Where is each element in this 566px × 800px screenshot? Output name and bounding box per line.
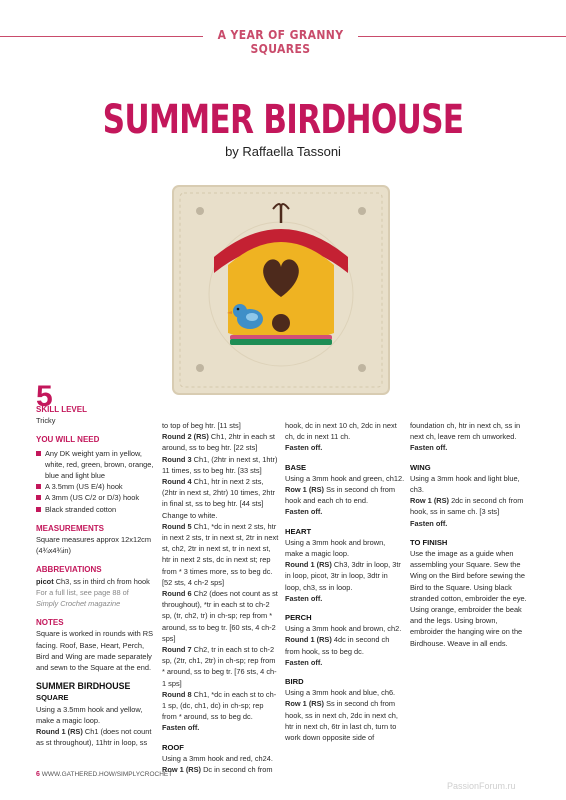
- skill-value: Tricky: [36, 416, 56, 426]
- finish-text: Use the image as a guide when assembling your Square. Sew the Wing on the Bird before sewing the Bird to the Square. Using black stranded cotton, embroider the eye. Using orange, embroider the beak and the legs. Using brown, embroider the hanging wire on the Birdhouse. Weave in all ends.: [410, 549, 527, 648]
- round-4: [162, 476, 280, 521]
- heart-heading: HEART: [285, 526, 312, 536]
- notes-heading: NOTES: [36, 618, 64, 628]
- row-text: Ss in second ch from hook and each ch to end.: [285, 485, 396, 506]
- fasten-off: Fasten off.: [285, 507, 323, 517]
- round-6: [162, 588, 280, 644]
- round-label: Round 1 (RS): [285, 560, 332, 570]
- round-text: Ch1, *dc in next 2 sts, htr in next 2 sts, tr in next st, 2tr in next st, ch2, 2tr in next st, tr in next st, htr in next 2 sts, dc in next st; rep from * 3 times more, ss to beg dc. [52 sts, 4 ch-2 sps]: [162, 521, 279, 587]
- byline: by Raffaella Tassoni: [225, 144, 341, 159]
- abbr-term: picot: [36, 576, 54, 586]
- column-2: [162, 420, 280, 775]
- round-2: [162, 431, 280, 453]
- round-text: Ch1, 2htr in each st around, ss to beg htr. [22 sts]: [162, 432, 275, 453]
- fasten-off: Fasten off.: [410, 443, 448, 453]
- perch-heading: PERCH: [285, 613, 312, 623]
- wing-heading: WING: [410, 462, 431, 472]
- row-label: Row 1 (RS): [285, 485, 325, 495]
- round-label: Round 1 (RS): [36, 727, 83, 737]
- round-label: Round 2 (RS): [162, 432, 209, 442]
- round-text: Ch1 (does not count as st throughout), 11htr in loop, ss: [36, 727, 152, 748]
- fasten-off: Fasten off.: [285, 657, 323, 667]
- heart-intro: Using a 3mm hook and brown, make a magic loop.: [285, 537, 386, 559]
- column-4: [410, 420, 530, 649]
- notes-text: Square is worked in rounds with RS facing. Roof, Base, Heart, Perch, Bird and Wing are made separately and sewn to the Square at the end.: [36, 629, 154, 673]
- perch-round-1: [285, 634, 405, 656]
- roof-heading: ROOF: [162, 742, 184, 752]
- round-text: Ch2 (does not count as st throughout), *tr in each st to ch-2 sp, (tr, ch2, tr) in ch-sp; rep from * around, ss to beg tr. [60 sts, 4 ch-2 sps]: [162, 589, 278, 643]
- square-heading: SQUARE: [36, 693, 69, 703]
- roof-intro: Using a 3mm hook and red, ch24.: [162, 753, 273, 763]
- square-intro: Using a 3.5mm hook and yellow, make a magic loop.: [36, 704, 143, 725]
- fasten-off: Fasten off.: [410, 518, 448, 528]
- abbreviation-picot: [36, 576, 154, 587]
- base-row-1: [285, 484, 405, 506]
- heart-round-1: [285, 559, 405, 593]
- watermark: PassionForum.ru: [447, 781, 516, 791]
- measurements-heading: MEASUREMENTS: [36, 523, 105, 533]
- square-number: 5: [36, 380, 53, 413]
- list-item: A 3.5mm (US E/4) hook: [36, 481, 154, 492]
- need-heading: YOU WILL NEED: [36, 435, 100, 445]
- fasten-off: Fasten off.: [285, 593, 323, 603]
- row-text: 2dc in second ch from hook, ss in same ch. [3 sts]: [410, 496, 524, 517]
- roof-row-1: [162, 764, 280, 775]
- column-1: [36, 404, 154, 748]
- finish-heading: TO FINISH: [410, 537, 448, 547]
- abbreviations-heading: ABBREVIATIONS: [36, 565, 102, 575]
- pattern-heading: SUMMER BIRDHOUSE: [36, 681, 131, 692]
- bird-heading: BIRD: [285, 677, 304, 687]
- base-intro: Using a 3mm hook and green, ch12.: [285, 473, 405, 483]
- round-5: [162, 521, 280, 588]
- round-text: Ch1, (2htr in next st, 1htr) 11 times, ss to beg htr. [33 sts]: [162, 454, 278, 475]
- bird-intro: Using a 3mm hook and blue, ch6.: [285, 688, 396, 698]
- round-label: Round 1 (RS): [285, 635, 332, 645]
- footer-url[interactable]: WWW.GATHERED.HOW/SIMPLYCROCHET: [41, 771, 173, 778]
- round-label: Round 8: [162, 689, 192, 699]
- round-text: Ch1, *dc in each st to ch-1 sp, (dc, ch1, dc) in ch-sp; rep from * around, ss to beg dc.: [162, 689, 277, 722]
- list-item: Black stranded cotton: [36, 504, 154, 515]
- wing-row-1: [410, 495, 530, 517]
- round-label: Round 6: [162, 589, 192, 599]
- round-label: Round 5: [162, 521, 192, 531]
- row-label: Row 1 (RS): [285, 699, 325, 709]
- column-3: [285, 420, 405, 743]
- bird-row-1: [285, 698, 405, 743]
- page-number: 6: [36, 771, 40, 778]
- round-1: [36, 726, 154, 748]
- row-text: Ss in second ch from hook, ss in next ch, 2dc in next ch, htr in next ch, 6tr in last ch, turn to work down opposite side of: [285, 699, 398, 743]
- skill-heading: SKILL LEVEL: [36, 405, 87, 414]
- series-title: A YEAR OF GRANNY SQUARES: [217, 28, 344, 56]
- round-text: Ch2, tr in each st to ch-2 sp, (2tr, ch1, 2tr) in ch-sp; rep from * around, ss to beg tr. [76 sts, 4 ch-1 sps]: [162, 645, 277, 688]
- round-label: Round 4: [162, 477, 192, 487]
- round-3: [162, 454, 280, 476]
- fasten-off: Fasten off.: [285, 443, 323, 453]
- round-label: Round 7: [162, 645, 192, 655]
- granny-square-photo: [170, 183, 392, 397]
- round-label: Round 3: [162, 454, 192, 464]
- abbr-note-source: Simply Crochet magazine: [36, 599, 121, 609]
- list-item: A 3mm (US C/2 or D/3) hook: [36, 492, 154, 503]
- wing-intro: Using a 3mm hook and light blue, ch3.: [410, 473, 520, 495]
- header-rule-right: [358, 36, 566, 37]
- header-rule-left: [0, 36, 203, 37]
- row-label: Row 1 (RS): [410, 496, 450, 506]
- round-7: [162, 644, 280, 689]
- round-text: 4dc in second ch from hook, ss to beg dc.: [285, 635, 390, 656]
- bird-row-1-continued: foundation ch, htr in next ch, ss in next ch, leave rem ch unworked.: [410, 421, 521, 442]
- round-1-continued: to top of beg htr. [11 sts]: [162, 421, 241, 430]
- perch-intro: Using a 3mm hook and brown, ch2.: [285, 624, 402, 634]
- pattern-title: SUMMER BIRDHOUSE: [102, 97, 464, 143]
- measurements-text: Square measures approx 12x12cm (4¾x4¾in): [36, 535, 152, 556]
- series-header: [0, 28, 566, 56]
- round-8: [162, 689, 280, 723]
- materials-list: [36, 448, 154, 515]
- fasten-off: Fasten off.: [162, 723, 200, 733]
- round-text: Ch3, 3dtr in loop, 3tr in loop, picot, 3tr in loop, 3dtr in loop, ch3, ss in loop.: [285, 560, 401, 592]
- abbr-note: For a full list, see page 88 of: [36, 587, 129, 597]
- list-item: Any DK weight yarn in yellow, white, red, green, brown, orange, blue and light blue: [36, 448, 154, 482]
- page-footer: [36, 771, 172, 778]
- row-text: Dc in second ch from: [201, 765, 273, 775]
- base-heading: BASE: [285, 462, 307, 472]
- abbr-definition: Ch3, ss in third ch from hook: [53, 576, 150, 586]
- roof-row-1-continued: hook, dc in next 10 ch, 2dc in next ch, dc in next 11 ch.: [285, 421, 397, 442]
- round-text: Ch1, htr in next 2 sts, (2htr in next st, 2htr) 10 times, 2htr in final st, ss to beg htr. [44 sts] Change to white.: [162, 477, 275, 520]
- row-label: Row 1 (RS): [162, 765, 202, 775]
